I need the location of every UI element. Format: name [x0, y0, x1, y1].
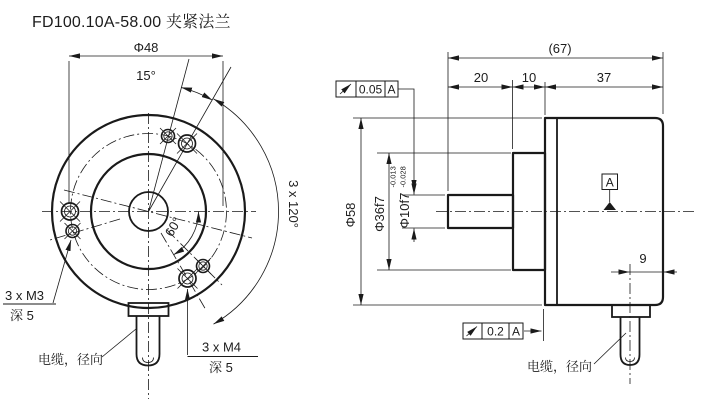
side-cable-gland — [612, 305, 650, 317]
shaft-tol-upper-label: -0.013 — [388, 166, 398, 188]
shaft-diameter-callout — [389, 166, 413, 228]
drawing-title: FD100.10A-58.00 夹紧法兰 — [32, 14, 231, 31]
cable-offset-dimension — [611, 251, 677, 272]
shaft-length-label: 20 — [473, 70, 489, 85]
shaft-diameter-label: Φ10f7 — [397, 192, 412, 229]
m4-screw-bottom — [178, 269, 198, 289]
runout-face-frame — [463, 309, 544, 341]
bolt-circle-diameter-label: Φ48 — [133, 40, 159, 55]
front-cable-tip — [143, 358, 154, 363]
datum-a-label: A — [605, 175, 614, 190]
m3-leader — [53, 240, 71, 303]
m3-screw-bottom-right — [195, 258, 211, 274]
m4-depth-label: 深 5 — [209, 360, 233, 375]
hole-axis-255 — [50, 219, 120, 240]
m3-holes-label: 3 x M3 — [5, 288, 45, 303]
m3-screw-top — [160, 128, 176, 144]
runout-face-datum: A — [511, 324, 521, 339]
m4-holes-label: 3 x M4 — [202, 339, 242, 355]
body-diameter-label: Φ58 — [343, 202, 358, 228]
collar-length-label: 10 — [521, 70, 537, 85]
side-cable-label: 电缆，径向 — [527, 359, 593, 374]
cable-offset-label: 9 — [639, 251, 647, 266]
runout-face-value: 0.2 — [487, 324, 504, 339]
shaft-tol-lower-label: -0.028 — [398, 166, 408, 188]
datum-a-triangle — [604, 202, 617, 210]
front-cable-label: 电缆，径向 — [38, 352, 104, 367]
hole-pair-angle-arc — [181, 87, 213, 100]
datum-a-symbol — [602, 174, 618, 210]
m3-screw-left — [65, 223, 81, 239]
hole-pair-angle-label: 15° — [136, 68, 156, 83]
hole-pattern-angle-label: 3 x 120° — [286, 180, 301, 228]
m3-depth-label: 深 5 — [10, 308, 34, 323]
m4-callout — [188, 289, 259, 375]
runout-shaft-datum: A — [387, 82, 396, 97]
front-cable-leader — [102, 329, 136, 357]
front-view — [3, 40, 301, 399]
body-length-label: 37 — [596, 70, 612, 85]
m4-screw-top — [177, 134, 197, 154]
overall-length-label: (67) — [548, 41, 572, 56]
m4-position-angle-label: 60° — [161, 214, 185, 240]
runout-shaft-value: 0.05 — [358, 82, 383, 97]
front-cable-tube — [137, 316, 160, 366]
side-cable — [612, 305, 650, 365]
side-view — [336, 41, 697, 384]
radial-line-30deg — [149, 67, 232, 212]
collar-diameter-label: Φ36f7 — [372, 196, 387, 232]
